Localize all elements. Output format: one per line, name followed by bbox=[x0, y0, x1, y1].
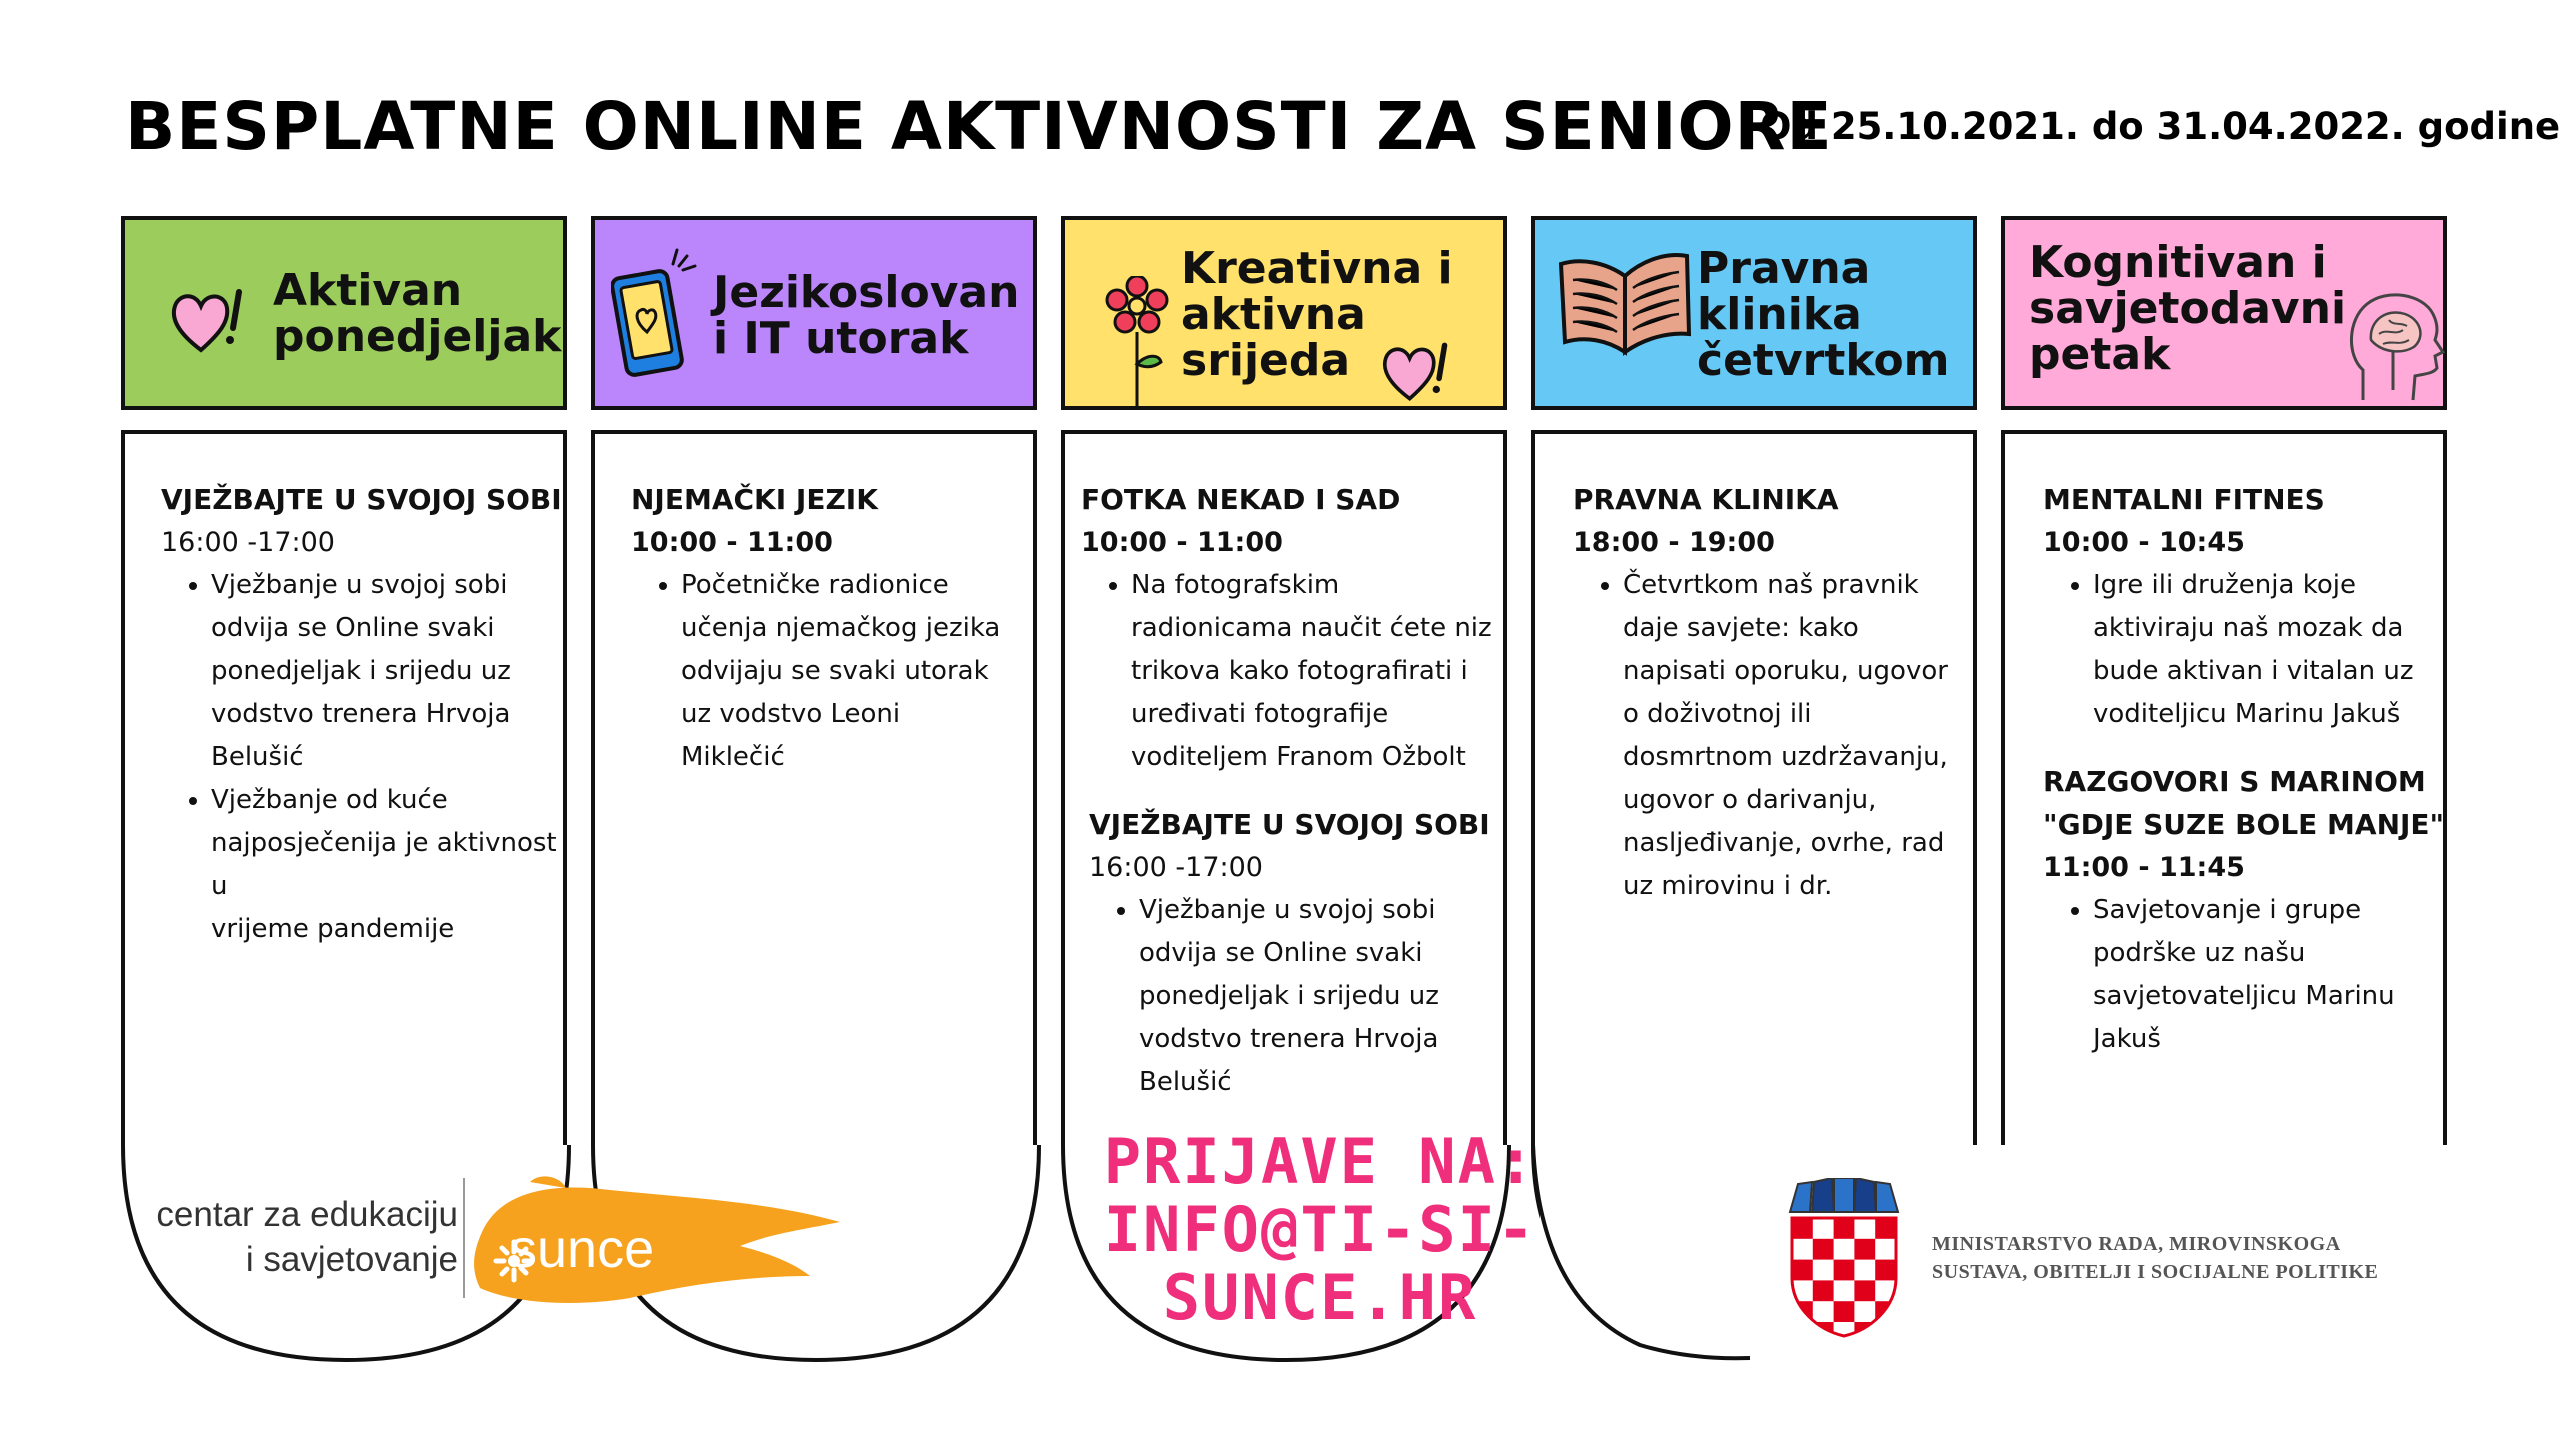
checker-square bbox=[1813, 1239, 1834, 1260]
description-line: • Vježbanje od kuće bbox=[211, 785, 448, 815]
activity-time: 18:00 - 19:00 bbox=[1573, 527, 1775, 558]
signup-email[interactable]: INFO@TI-SI-SUNCE.HR bbox=[1103, 1193, 1537, 1334]
activity-title: VJEŽBAJTE U SVOJOJ SOBI bbox=[1089, 808, 1490, 841]
description-line: podrške uz našu bbox=[2093, 938, 2306, 968]
description-line: voditeljicu Marinu Jakuš bbox=[2093, 699, 2401, 729]
croatian-coat-of-arms-icon bbox=[1786, 1178, 1902, 1338]
signup-info bbox=[950, 1125, 1690, 1334]
description-line: vodstvo trenera Hrvoja bbox=[211, 699, 511, 729]
description-line: trikova kako fotografirati i bbox=[1131, 656, 1468, 686]
activity-time: 10:00 - 11:00 bbox=[1081, 527, 1283, 558]
date-range: Od 25.10.2021. do 31.04.2022. godine bbox=[1760, 105, 2560, 148]
activity-title: MENTALNI FITNES bbox=[2043, 483, 2325, 516]
description-line: uz vodstvo Leoni bbox=[681, 699, 901, 729]
activity-time: 16:00 -17:00 bbox=[161, 527, 335, 558]
checker-square bbox=[1834, 1301, 1855, 1322]
activity-title: VJEŽBAJTE U SVOJOJ SOBI bbox=[161, 483, 562, 516]
description-line: vodstvo trenera Hrvoja bbox=[1139, 1024, 1439, 1054]
activity-time: 11:00 - 11:45 bbox=[2043, 852, 2245, 883]
description-line: ponedjeljak i srijedu uz bbox=[1139, 981, 1439, 1011]
header-title-line: srijeda bbox=[1181, 335, 1351, 386]
header-title-line: aktivna bbox=[1181, 289, 1366, 340]
header-title-line: ponedjeljak bbox=[273, 311, 562, 362]
description-line: Miklečić bbox=[681, 742, 785, 772]
description-line: • Savjetovanje i grupe bbox=[2093, 895, 2362, 925]
checker-square bbox=[1834, 1260, 1855, 1281]
header-title-line: petak bbox=[2029, 329, 2171, 380]
header-title-line: četvrtkom bbox=[1697, 335, 1950, 386]
description-line: ponedjeljak i srijedu uz bbox=[211, 656, 511, 686]
checker-square bbox=[1875, 1260, 1896, 1281]
activity-time: 16:00 -17:00 bbox=[1089, 852, 1263, 883]
activity-title: RAZGOVORI S MARINOM bbox=[2043, 765, 2426, 798]
header-title-line: Kreativna i bbox=[1181, 243, 1453, 294]
sunce-logo-text bbox=[140, 1192, 458, 1282]
description-line: voditeljem Franom Ožbolt bbox=[1131, 742, 1466, 772]
checker-square bbox=[1875, 1218, 1896, 1239]
description-line: ugovor o darivanju, bbox=[1623, 785, 1877, 815]
page-title: BESPLATNE ONLINE AKTIVNOSTI ZA SENIORE bbox=[125, 88, 1833, 165]
description-line: aktiviraju naš mozak da bbox=[2093, 613, 2404, 643]
description-line: učenja njemačkog jezika bbox=[681, 613, 1001, 643]
header-title-line: Aktivan bbox=[273, 265, 463, 316]
description-line: odvija se Online svaki bbox=[1139, 938, 1423, 968]
checker-square bbox=[1854, 1280, 1875, 1301]
ministry-line: SUSTAVA, OBITELJI I SOCIJALNE POLITIKE bbox=[1932, 1261, 2379, 1283]
description-line: vrijeme pandemije bbox=[211, 914, 455, 944]
description-line: uz mirovinu i dr. bbox=[1623, 871, 1833, 901]
activity-subtitle: "GDJE SUZE BOLE MANJE" bbox=[2043, 808, 2445, 841]
activity-time: 10:00 - 11:00 bbox=[631, 527, 833, 558]
description-line: Belušić bbox=[1139, 1067, 1232, 1097]
header-title-line: Jezikoslovan bbox=[713, 267, 1020, 318]
signup-label: PRIJAVE NA: bbox=[1103, 1125, 1537, 1198]
description-line: nasljeđivanje, ovrhe, rad bbox=[1623, 828, 1945, 858]
activity-time: 10:00 - 10:45 bbox=[2043, 527, 2245, 558]
description-line: daje savjete: kako bbox=[1623, 613, 1859, 643]
description-line: uređivati fotografije bbox=[1131, 699, 1389, 729]
description-line: Jakuš bbox=[2093, 1024, 2161, 1054]
description-line: • Početničke radionice bbox=[681, 570, 949, 600]
description-line: napisati oporuku, ugovor bbox=[1623, 656, 1948, 686]
description-line: • Vježbanje u svojoj sobi bbox=[211, 570, 508, 600]
checker-square bbox=[1792, 1218, 1813, 1239]
description-line: o doživotnoj ili bbox=[1623, 699, 1812, 729]
description-line: odvija se Online svaki bbox=[211, 613, 495, 643]
description-line: odvijaju se svaki utorak bbox=[681, 656, 989, 686]
description-line: • Četvrtkom naš pravnik bbox=[1623, 570, 1919, 600]
checker-square bbox=[1834, 1218, 1855, 1239]
checker-square bbox=[1854, 1239, 1875, 1260]
activity-title: FOTKA NEKAD I SAD bbox=[1081, 483, 1401, 516]
description-line: • Igre ili druženja koje bbox=[2093, 570, 2356, 600]
sunce-logo-line: centar za edukaciju bbox=[156, 1195, 458, 1234]
description-line: Belušić bbox=[211, 742, 304, 772]
description-line: radionicama naučit ćete niz bbox=[1131, 613, 1492, 643]
header-title-line: Kognitivan i bbox=[2029, 237, 2327, 288]
description-line: bude aktivan i vitalan uz bbox=[2093, 656, 2414, 686]
logo-divider bbox=[462, 1178, 468, 1298]
header-title-line: Pravna bbox=[1697, 243, 1871, 294]
sunce-logo-word: sunce bbox=[510, 1219, 655, 1279]
sunce-logo-line: i savjetovanje bbox=[245, 1240, 458, 1279]
checker-square bbox=[1792, 1260, 1813, 1281]
description-line: • Na fotografskim bbox=[1131, 570, 1340, 600]
header-title-line: savjetodavni bbox=[2029, 283, 2347, 334]
description-line: najposječenija je aktivnost u bbox=[211, 828, 557, 901]
activity-title: NJEMAČKI JEZIK bbox=[631, 483, 878, 516]
ministry-line: MINISTARSTVO RADA, MIROVINSKOGA bbox=[1932, 1233, 2341, 1255]
header-title-line: klinika bbox=[1697, 289, 1862, 340]
checker-square bbox=[1813, 1280, 1834, 1301]
activity-title: PRAVNA KLINIKA bbox=[1573, 483, 1839, 516]
header-title-line: i IT utorak bbox=[713, 313, 969, 364]
ministry-name bbox=[1932, 1230, 2378, 1286]
description-line: dosmrtnom uzdržavanju, bbox=[1623, 742, 1948, 772]
description-line: savjetovateljicu Marinu bbox=[2093, 981, 2395, 1011]
description-line: • Vježbanje u svojoj sobi bbox=[1139, 895, 1436, 925]
